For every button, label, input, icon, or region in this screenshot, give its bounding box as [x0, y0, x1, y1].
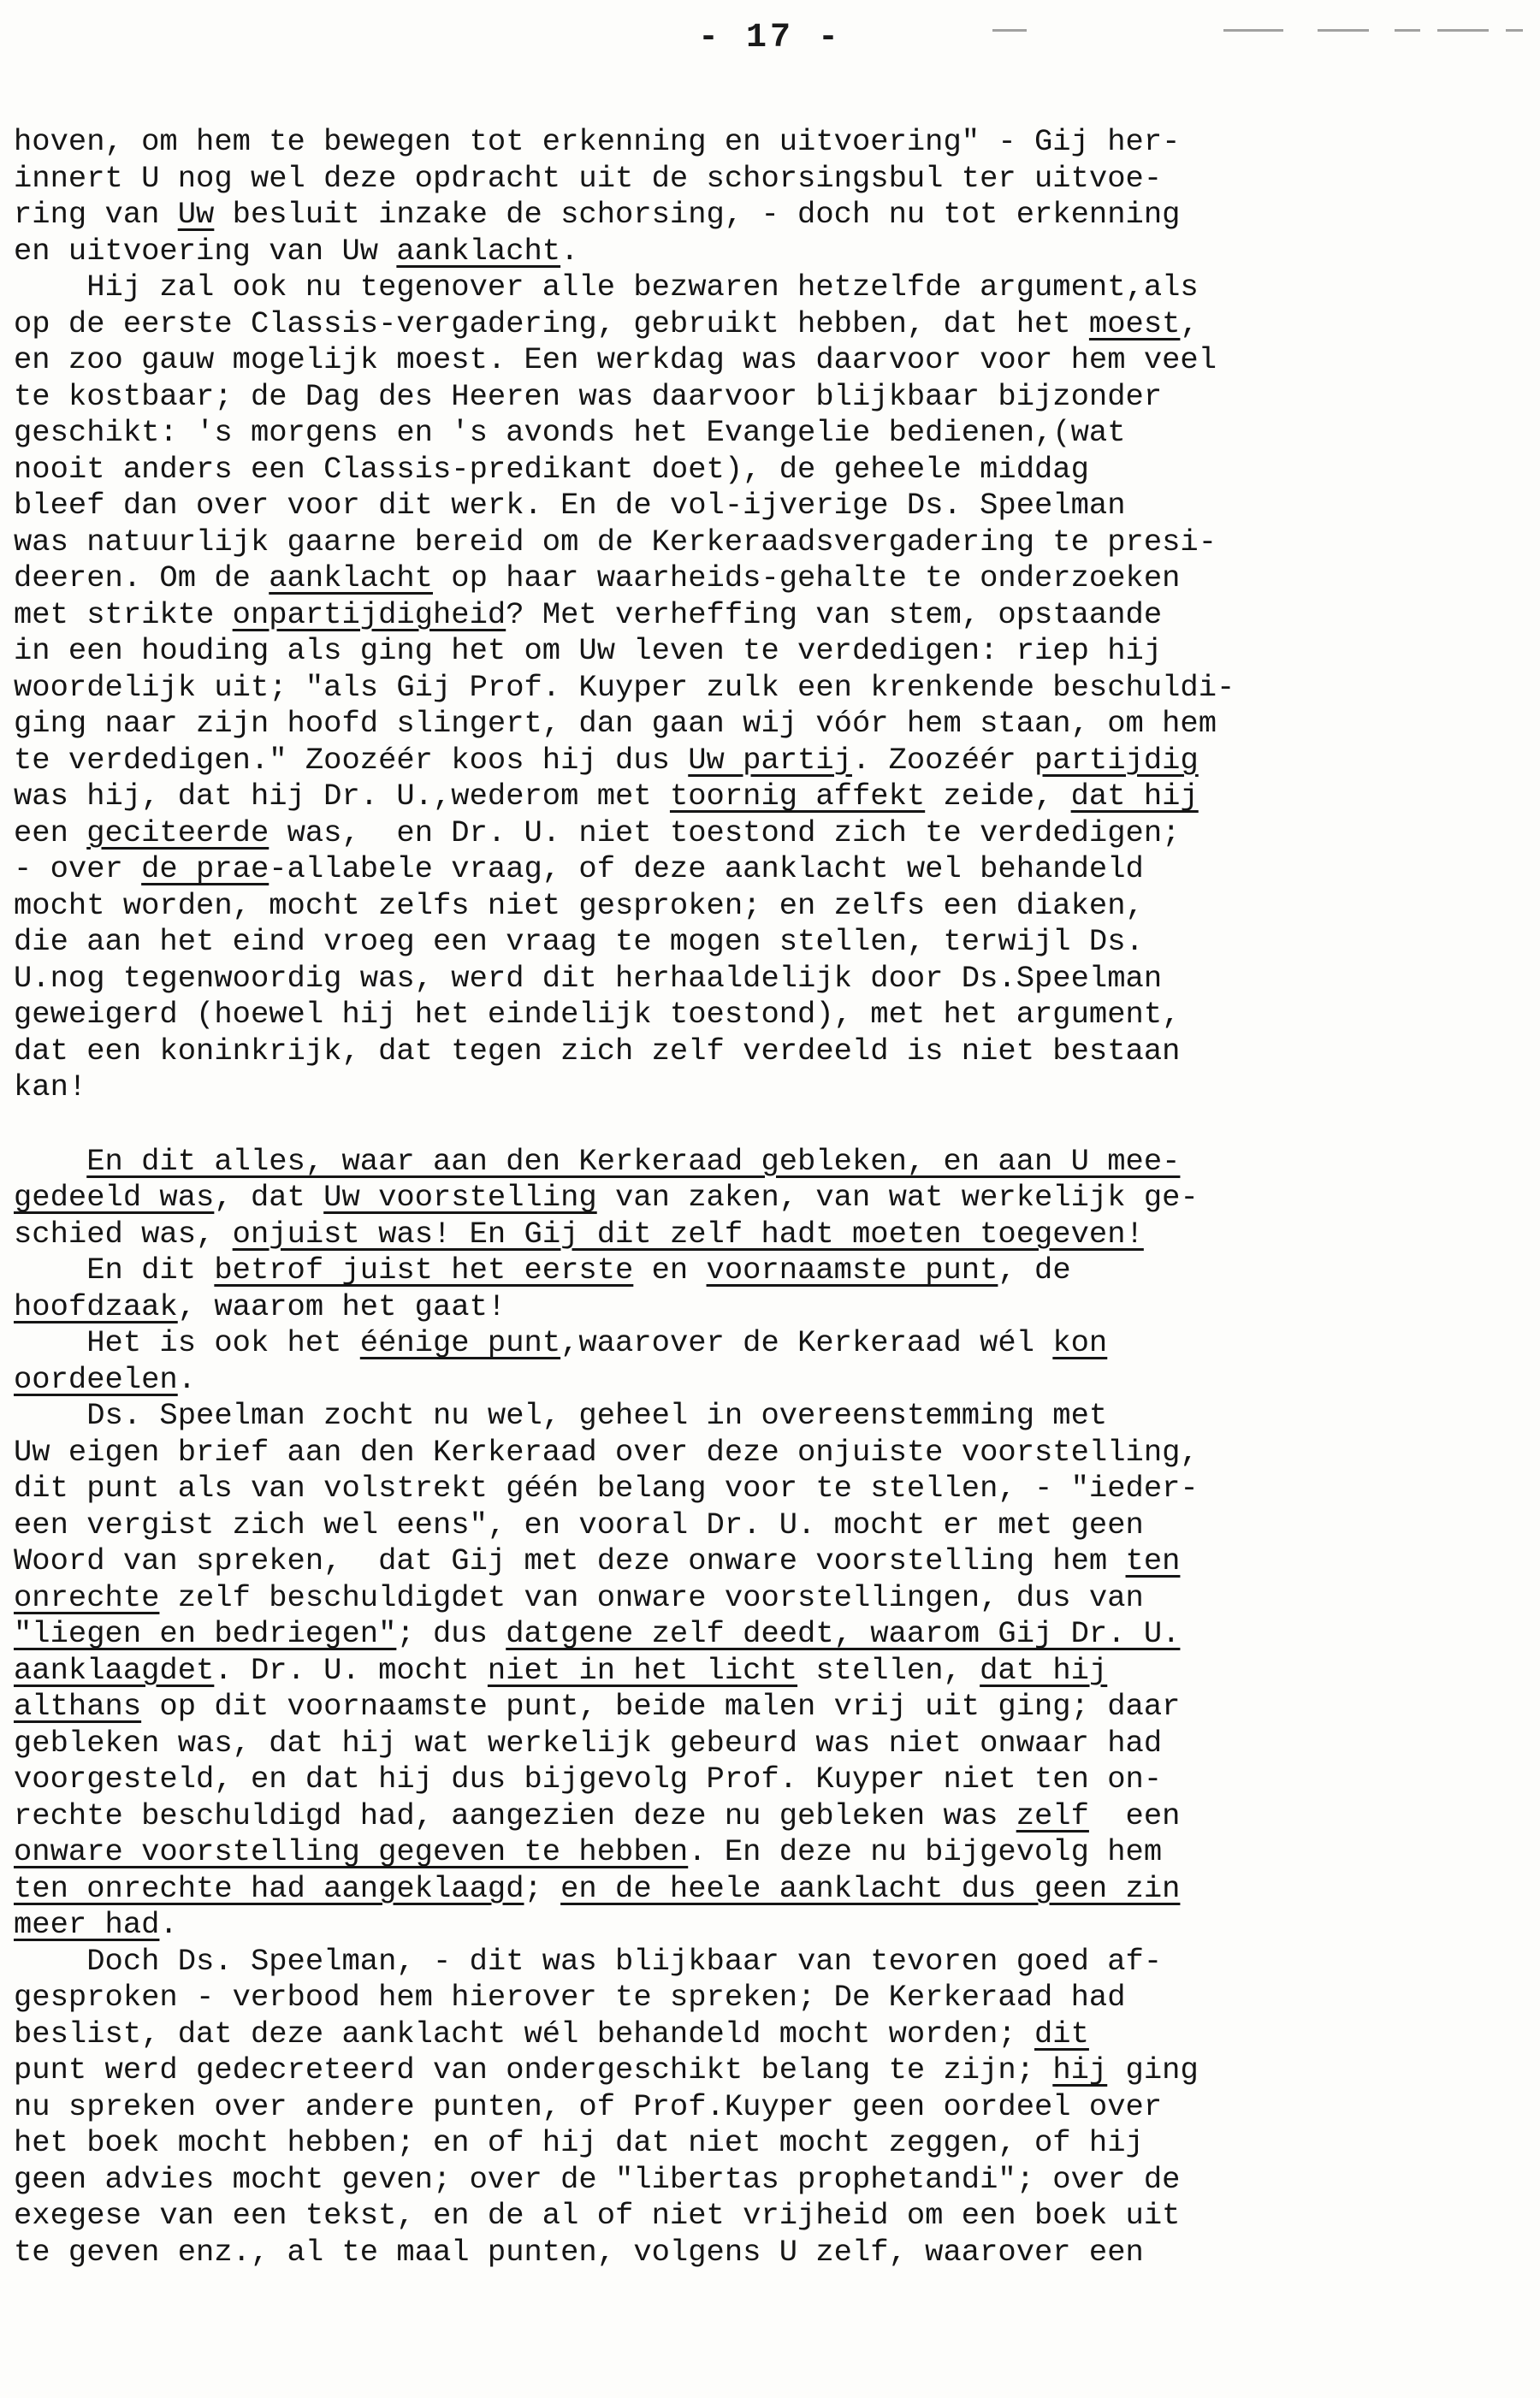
text-segment: die aan het eind vroeg een vraag te mogen stellen, terwijl Ds. — [14, 924, 1144, 959]
text-segment: dit punt als van volstrekt géén belang voor te stellen, - "ieder- — [14, 1471, 1199, 1506]
text-segment: voorgesteld, en dat hij dus bijgevolg Prof. Kuyper niet ten on- — [14, 1761, 1163, 1797]
text-line — [14, 1616, 1528, 1653]
text-line — [14, 1653, 1528, 1690]
text-segment: op haar waarheids-gehalte te onderzoeken — [432, 560, 1181, 595]
underlined-text: geciteerde — [86, 814, 270, 850]
text-segment: in een houding als ging het om Uw leven te verdedigen: riep hij — [14, 633, 1163, 668]
text-line — [14, 1543, 1528, 1580]
underlined-text: dat hij — [1070, 779, 1199, 814]
text-line — [14, 706, 1528, 743]
underlined-text: de prae — [141, 851, 270, 886]
text-line — [14, 1944, 1528, 1981]
text-line — [14, 1144, 1528, 1181]
text-segment: -allabele vraag, of deze aanklacht wel behandeld — [269, 851, 1144, 886]
text-segment: te geven enz., al te maal punten, volgens U zelf, waarover een — [14, 2234, 1144, 2270]
text-line — [14, 342, 1528, 379]
underlined-text: partijdig — [1034, 742, 1199, 778]
underlined-text: aanklacht — [396, 233, 561, 269]
text-line — [14, 670, 1528, 707]
underlined-text: moest — [1088, 305, 1181, 341]
text-segment: met strikte — [14, 596, 233, 632]
body-text — [14, 124, 1528, 2271]
text-segment: , waarom het gaat! — [177, 1288, 506, 1324]
underlined-text: éénige punt — [359, 1325, 561, 1360]
text-segment: ging — [1107, 2052, 1199, 2087]
text-line — [14, 1761, 1528, 1798]
text-segment: exegese van een tekst, en de al of niet vrijheid om een boek uit — [14, 2198, 1181, 2233]
text-line — [14, 306, 1528, 343]
text-segment: geen advies mocht geven; over de "libertas prophetandi"; over de — [14, 2161, 1181, 2197]
text-line — [14, 379, 1528, 416]
text-segment: . — [560, 233, 579, 269]
text-line — [14, 161, 1528, 198]
text-segment: besluit inzake de schorsing, - doch nu tot erkenning — [214, 197, 1181, 232]
text-line — [14, 961, 1528, 998]
underlined-text: Uw voorstelling — [323, 1180, 597, 1215]
text-line — [14, 452, 1528, 488]
text-line — [14, 815, 1528, 852]
text-line — [14, 124, 1528, 161]
underlined-text: dat hij — [980, 1652, 1108, 1688]
underlined-text: hij — [1052, 2052, 1108, 2087]
text-line — [14, 1435, 1528, 1471]
underlined-text: zelf — [1016, 1797, 1089, 1833]
text-line — [14, 1580, 1528, 1617]
underlined-text: ten onrechte had aangeklaagd — [14, 1870, 524, 1906]
text-line — [14, 1398, 1528, 1435]
text-line — [14, 1507, 1528, 1544]
underlined-text: Uw — [177, 197, 215, 232]
text-segment: op dit voornaamste punt, beide malen vrij uit ging; daar — [141, 1689, 1181, 1724]
text-line — [14, 1325, 1528, 1362]
text-line — [14, 197, 1528, 234]
text-segment: . Dr. U. mocht — [214, 1652, 488, 1688]
text-line — [14, 1069, 1528, 1106]
text-segment: geweigerd (hoewel hij het eindelijk toestond), met het argument, — [14, 997, 1181, 1032]
text-segment: ; — [524, 1870, 561, 1906]
text-segment: - over — [14, 851, 142, 886]
text-segment: deeren. Om de — [14, 560, 270, 595]
text-line — [14, 234, 1528, 270]
text-segment: en zoo gauw mogelijk moest. Een werkdag was daarvoor voor hem veel — [14, 342, 1217, 377]
underlined-text: en de heele aanklacht dus geen zin — [560, 1870, 1181, 1906]
text-segment: geschikt: 's morgens en 's avonds het Evangelie bedienen,(wat — [14, 415, 1126, 450]
text-segment: dat een koninkrijk, dat tegen zich zelf verdeeld is niet bestaan — [14, 1033, 1181, 1069]
text-line — [14, 2162, 1528, 2199]
text-segment: te kostbaar; de Dag des Heeren was daarvoor blijkbaar bijzonder — [14, 378, 1163, 414]
text-segment: rechte beschuldigd had, aangezien deze nu gebleken was — [14, 1797, 1016, 1833]
underlined-text: ten — [1125, 1543, 1181, 1578]
text-line — [14, 1726, 1528, 1762]
text-line — [14, 851, 1528, 888]
underlined-text: aanklacht — [269, 560, 433, 595]
text-line — [14, 488, 1528, 524]
underlined-text: meer had — [14, 1907, 160, 1942]
text-segment: nu spreken over andere punten, of Prof.Kuyper geen oordeel over — [14, 2088, 1163, 2124]
underlined-text: niet in het licht — [487, 1652, 798, 1688]
underlined-text: toornig affekt — [669, 779, 926, 814]
text-segment: Woord van spreken, dat Gij met deze onware voorstelling hem — [14, 1543, 1126, 1578]
text-segment: woordelijk uit; "als Gij Prof. Kuyper zulk een krenkende beschuldi- — [14, 669, 1235, 705]
text-segment: . Zoozéér — [851, 742, 1035, 778]
text-line — [14, 1033, 1528, 1070]
underlined-text: hoofdzaak — [14, 1288, 178, 1324]
text-line — [14, 1471, 1528, 1507]
text-segment: bleef dan over voor dit werk. En de vol-ijverige Ds. Speelman — [14, 488, 1126, 523]
text-segment: was, en Dr. U. niet toestond zich te verdedigen; — [269, 814, 1181, 850]
text-line — [14, 1689, 1528, 1726]
text-segment: gesproken - verbood hem hierover te spreken; De Kerkeraad had — [14, 1980, 1126, 2015]
text-segment: Hij zal ook nu tegenover alle bezwaren hetzelfde argument,als — [14, 269, 1199, 305]
text-line — [14, 2089, 1528, 2126]
text-segment: zelf beschuldigdet van onware voorstellingen, dus van — [159, 1579, 1144, 1615]
underlined-text: kon — [1052, 1325, 1108, 1360]
text-line — [14, 1871, 1528, 1908]
underlined-text: betrof juist het eerste — [214, 1252, 634, 1288]
text-line — [14, 1252, 1528, 1289]
text-line — [14, 2235, 1528, 2271]
text-segment: zeide, — [925, 779, 1071, 814]
text-segment — [14, 1144, 86, 1179]
text-segment: Het is ook het — [14, 1325, 360, 1360]
text-segment: was natuurlijk gaarne bereid om de Kerkeraadsvergadering te presi- — [14, 524, 1217, 560]
text-segment: gebleken was, dat hij wat werkelijk gebeurd was niet onwaar had — [14, 1725, 1163, 1761]
underlined-text: voornaamste punt — [706, 1252, 998, 1288]
text-segment: punt werd gedecreteerd van ondergeschikt belang te zijn; — [14, 2052, 1053, 2087]
underlined-text: onware voorstelling gegeven te hebben — [14, 1834, 689, 1869]
underlined-text: "liegen en bedriegen" — [14, 1616, 397, 1651]
text-segment: innert U nog wel deze opdracht uit de schorsingsbul ter uitvoe- — [14, 160, 1163, 196]
text-segment: van zaken, van wat werkelijk ge- — [596, 1180, 1199, 1215]
text-segment: Doch Ds. Speelman, - dit was blijkbaar van tevoren goed af- — [14, 1943, 1163, 1979]
text-segment: en uitvoering van Uw — [14, 233, 397, 269]
text-segment: . En deze nu bijgevolg hem — [688, 1834, 1163, 1869]
page-number: - 17 - — [697, 19, 843, 57]
text-line — [14, 1834, 1528, 1871]
text-line — [14, 1289, 1528, 1326]
text-line — [14, 924, 1528, 961]
text-segment: kan! — [14, 1069, 87, 1104]
text-segment: . — [177, 1361, 197, 1397]
text-line — [14, 743, 1528, 779]
text-line — [14, 1798, 1528, 1835]
text-line — [14, 415, 1528, 452]
text-segment: ,waarover de Kerkeraad wél — [560, 1325, 1053, 1360]
text-segment: En dit — [14, 1252, 215, 1288]
text-segment: ging naar zijn hoofd slingert, dan gaan wij vóór hem staan, om hem — [14, 706, 1217, 741]
text-segment: ? Met verheffing van stem, opstaande — [506, 596, 1163, 632]
text-line — [14, 524, 1528, 561]
text-line — [14, 779, 1528, 815]
text-line — [14, 633, 1528, 670]
scan-marks — [992, 24, 1523, 41]
text-line — [14, 2198, 1528, 2235]
paragraph-gap — [14, 1106, 1528, 1144]
text-line — [14, 2016, 1528, 2053]
text-line — [14, 2052, 1528, 2089]
text-line — [14, 269, 1528, 306]
text-line — [14, 2125, 1528, 2162]
text-segment: , dat — [214, 1180, 324, 1215]
text-segment: nooit anders een Classis-predikant doet), de geheele middag — [14, 451, 1089, 487]
text-line — [14, 997, 1528, 1033]
text-line — [14, 1180, 1528, 1217]
text-segment: mocht worden, mocht zelfs niet gesproken; en zelfs een diaken, — [14, 887, 1144, 923]
text-segment: op de eerste Classis-vergadering, gebruikt hebben, dat het — [14, 305, 1089, 341]
text-segment: was hij, dat hij Dr. U.,wederom met — [14, 779, 670, 814]
text-segment: een — [14, 814, 87, 850]
text-segment: een — [1088, 1797, 1181, 1833]
underlined-text: Uw partij — [688, 742, 852, 778]
underlined-text: onrechte — [14, 1579, 160, 1615]
underlined-text: aanklaagdet — [14, 1652, 215, 1688]
text-segment: , — [1180, 305, 1199, 341]
text-segment: schied was, — [14, 1216, 233, 1252]
text-segment: hoven, om hem te bewegen tot erkenning en uitvoering" - Gij her- — [14, 124, 1181, 159]
text-segment: Ds. Speelman zocht nu wel, geheel in overeenstemming met — [14, 1398, 1108, 1433]
text-line — [14, 597, 1528, 634]
text-segment: U.nog tegenwoordig was, werd dit herhaaldelijk door Ds.Speelman — [14, 960, 1163, 996]
text-segment: ; dus — [396, 1616, 506, 1651]
underlined-text: En dit alles, waar aan den Kerkeraad gebleken, en aan U mee- — [86, 1143, 1181, 1179]
text-segment: het boek mocht hebben; en of hij dat niet mocht zeggen, of hij — [14, 2125, 1144, 2160]
underlined-text: dit — [1034, 2016, 1089, 2052]
text-segment: een vergist zich wel eens", en vooral Dr. U. mocht er met geen — [14, 1507, 1144, 1542]
text-segment: , de — [998, 1252, 1071, 1288]
underlined-text: oordeelen — [14, 1361, 178, 1397]
text-segment: Uw eigen brief aan den Kerkeraad over deze onjuiste voorstelling, — [14, 1434, 1199, 1470]
text-line — [14, 888, 1528, 925]
text-line — [14, 560, 1528, 597]
underlined-text: onpartijdigheid — [232, 596, 506, 632]
underlined-text: althans — [14, 1689, 142, 1724]
text-segment: . — [159, 1907, 178, 1942]
text-segment: te verdedigen." Zoozéér koos hij dus — [14, 742, 689, 778]
text-line — [14, 1217, 1528, 1253]
text-segment: stellen, — [797, 1652, 980, 1688]
text-line — [14, 1907, 1528, 1944]
underlined-text: onjuist was! En Gij dit zelf hadt moeten toegeven! — [232, 1216, 1144, 1252]
text-segment: ring van — [14, 197, 178, 232]
text-line — [14, 1980, 1528, 2016]
text-segment: beslist, dat deze aanklacht wél behandeld mocht worden; — [14, 2016, 1034, 2052]
text-line — [14, 1362, 1528, 1399]
underlined-text: gedeeld was — [14, 1180, 215, 1215]
text-segment: en — [633, 1252, 707, 1288]
underlined-text: datgene zelf deedt, waarom Gij Dr. U. — [506, 1616, 1181, 1651]
